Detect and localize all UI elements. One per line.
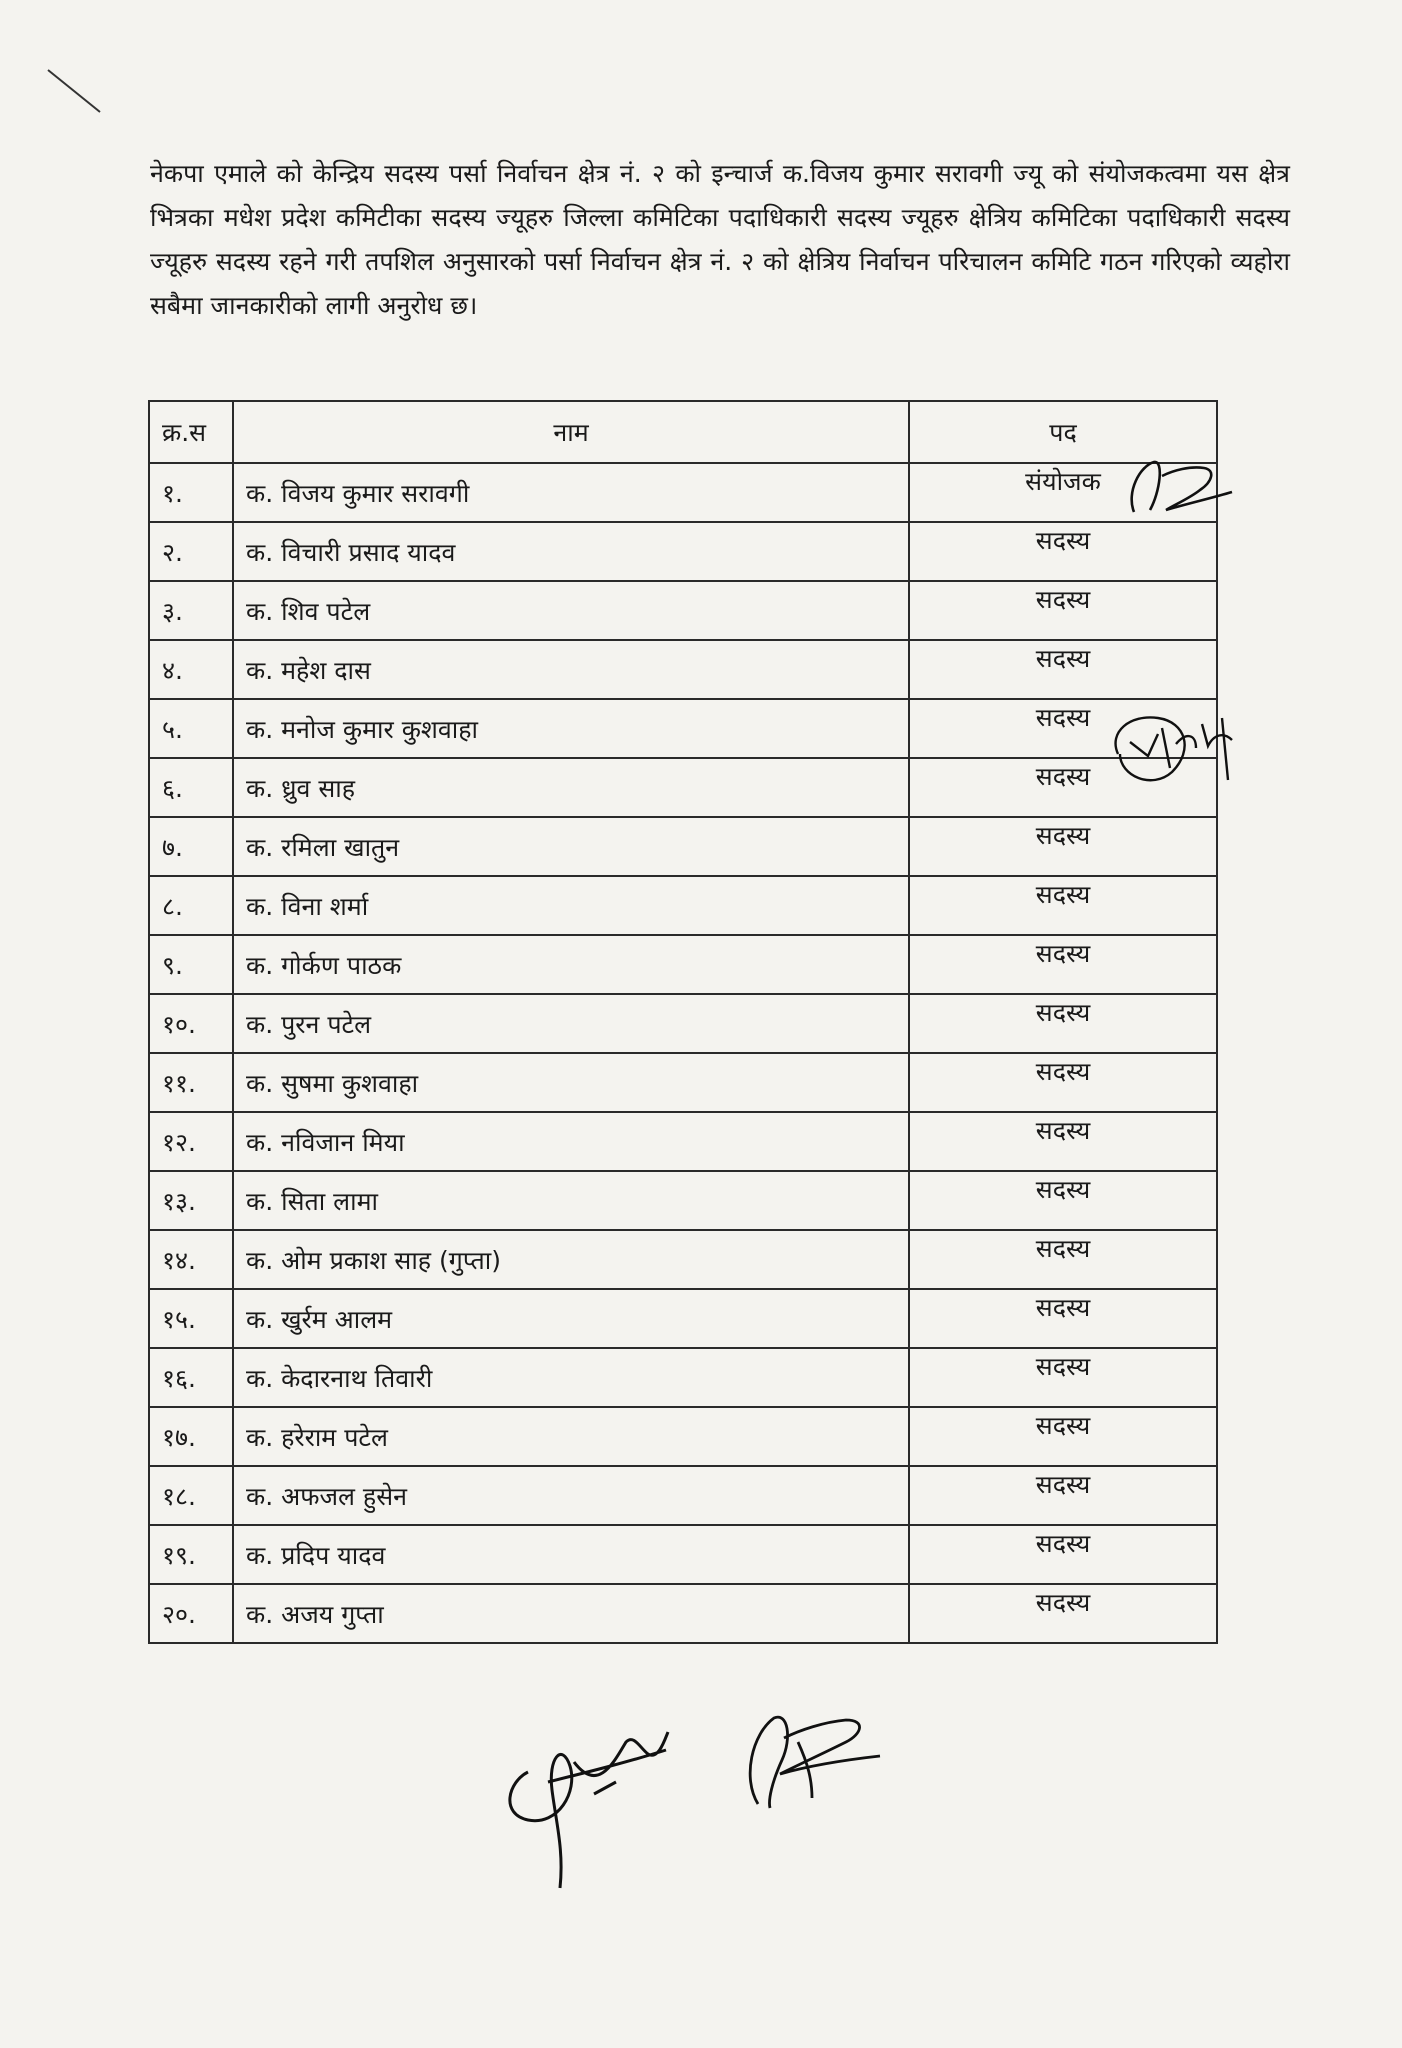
- row-serial-number: ३.: [149, 581, 233, 640]
- row-serial-number: १६.: [149, 1348, 233, 1407]
- row-name: क. केदारनाथ तिवारी: [233, 1348, 909, 1407]
- row-post: सदस्य: [909, 1584, 1217, 1643]
- row-serial-number: १४.: [149, 1230, 233, 1289]
- row-post: सदस्य: [909, 935, 1217, 994]
- row-name: क. प्रदिप यादव: [233, 1525, 909, 1584]
- row-post: सदस्य: [909, 876, 1217, 935]
- row-post: सदस्य: [909, 1112, 1217, 1171]
- row-post: सदस्य: [909, 699, 1217, 758]
- row-post: सदस्य: [909, 522, 1217, 581]
- table-row: [149, 1348, 1217, 1407]
- row-post: संयोजक: [909, 463, 1217, 522]
- row-serial-number: १२.: [149, 1112, 233, 1171]
- row-serial-number: २०.: [149, 1584, 233, 1643]
- row-name: क. महेश दास: [233, 640, 909, 699]
- row-name: क. सिता लामा: [233, 1171, 909, 1230]
- table-row: [149, 640, 1217, 699]
- row-name: क. विजय कुमार सरावगी: [233, 463, 909, 522]
- table-row: [149, 522, 1217, 581]
- row-serial-number: ८.: [149, 876, 233, 935]
- row-name: क. रमिला खातुन: [233, 817, 909, 876]
- header-name: नाम: [233, 401, 909, 463]
- row-post: सदस्य: [909, 817, 1217, 876]
- table-row: [149, 817, 1217, 876]
- row-serial-number: ६.: [149, 758, 233, 817]
- row-post: सदस्य: [909, 1407, 1217, 1466]
- table-row: [149, 1584, 1217, 1643]
- table-row: [149, 1112, 1217, 1171]
- row-serial-number: ७.: [149, 817, 233, 876]
- row-post: सदस्य: [909, 581, 1217, 640]
- row-serial-number: १०.: [149, 994, 233, 1053]
- row-post: सदस्य: [909, 640, 1217, 699]
- signature-icon: [1120, 452, 1240, 522]
- signature-icon: [1100, 710, 1245, 790]
- row-name: क. अफजल हुसेन: [233, 1466, 909, 1525]
- row-post: सदस्य: [909, 994, 1217, 1053]
- row-name: क. हरेराम पटेल: [233, 1407, 909, 1466]
- table-row: [149, 463, 1217, 522]
- row-serial-number: १.: [149, 463, 233, 522]
- row-name: क. विचारी प्रसाद यादव: [233, 522, 909, 581]
- table-row: [149, 1053, 1217, 1112]
- signature-icon: [488, 1702, 688, 1892]
- table-row: [149, 758, 1217, 817]
- committee-table: [148, 400, 1218, 1644]
- table-row: [149, 1230, 1217, 1289]
- row-serial-number: १५.: [149, 1289, 233, 1348]
- row-name: क. अजय गुप्ता: [233, 1584, 909, 1643]
- row-post: सदस्य: [909, 1348, 1217, 1407]
- row-name: क. खुर्रम आलम: [233, 1289, 909, 1348]
- table-row: [149, 935, 1217, 994]
- table-row: [149, 876, 1217, 935]
- table-row: [149, 1466, 1217, 1525]
- table-row: [149, 1171, 1217, 1230]
- row-name: क. सुषमा कुशवाहा: [233, 1053, 909, 1112]
- row-serial-number: १७.: [149, 1407, 233, 1466]
- table-row: [149, 699, 1217, 758]
- table-body: [149, 463, 1217, 1643]
- row-serial-number: २.: [149, 522, 233, 581]
- row-post: सदस्य: [909, 758, 1217, 817]
- header-serial-number: क्र.स: [149, 401, 233, 463]
- row-serial-number: ५.: [149, 699, 233, 758]
- row-name: क. शिव पटेल: [233, 581, 909, 640]
- table-row: [149, 581, 1217, 640]
- row-post: सदस्य: [909, 1289, 1217, 1348]
- row-post: सदस्य: [909, 1466, 1217, 1525]
- row-serial-number: १८.: [149, 1466, 233, 1525]
- row-serial-number: ११.: [149, 1053, 233, 1112]
- row-post: सदस्य: [909, 1230, 1217, 1289]
- row-name: क. ध्रुव साह: [233, 758, 909, 817]
- row-name: क. ओम प्रकाश साह (गुप्ता): [233, 1230, 909, 1289]
- row-name: क. नविजान मिया: [233, 1112, 909, 1171]
- row-serial-number: ४.: [149, 640, 233, 699]
- row-name: क. विना शर्मा: [233, 876, 909, 935]
- row-post: सदस्य: [909, 1525, 1217, 1584]
- row-name: क. पुरन पटेल: [233, 994, 909, 1053]
- intro-paragraph: नेकपा एमाले को केन्द्रिय सदस्य पर्सा निर्वाचन क्षेत्र नं. २ को इन्चार्ज क.विजय कुमार सरावगी ज्यू को संयोजकत्वमा यस क्षेत्र भित्रका मधेश प्रदेश कमिटीका सदस्य ज्यूहरु जिल्ला कमिटिका पदाधिकारी सदस्य ज्यूहरु क्षेत्रिय कमिटिका पदाधिकारी सदस्य ज्यूहरु सदस्य रहने गरी तपशिल अनुसारको पर्सा निर्वाचन क्षेत्र नं. २ को क्षेत्रिय निर्वाचन परिचालन कमिटि गठन गरिएको व्यहोरा सबैमा जानकारीको लागी अनुरोध छ।: [150, 159, 1290, 320]
- row-serial-number: १९.: [149, 1525, 233, 1584]
- table-row: [149, 1289, 1217, 1348]
- row-post: सदस्य: [909, 1053, 1217, 1112]
- row-name: क. मनोज कुमार कुशवाहा: [233, 699, 909, 758]
- signature-icon: [728, 1708, 888, 1818]
- table-row: [149, 1525, 1217, 1584]
- header-post: पद: [909, 401, 1217, 463]
- table-row: [149, 994, 1217, 1053]
- table-header-row: [149, 401, 1217, 463]
- row-post: सदस्य: [909, 1171, 1217, 1230]
- row-serial-number: १३.: [149, 1171, 233, 1230]
- table-row: [149, 1407, 1217, 1466]
- row-name: क. गोर्कण पाठक: [233, 935, 909, 994]
- row-serial-number: ९.: [149, 935, 233, 994]
